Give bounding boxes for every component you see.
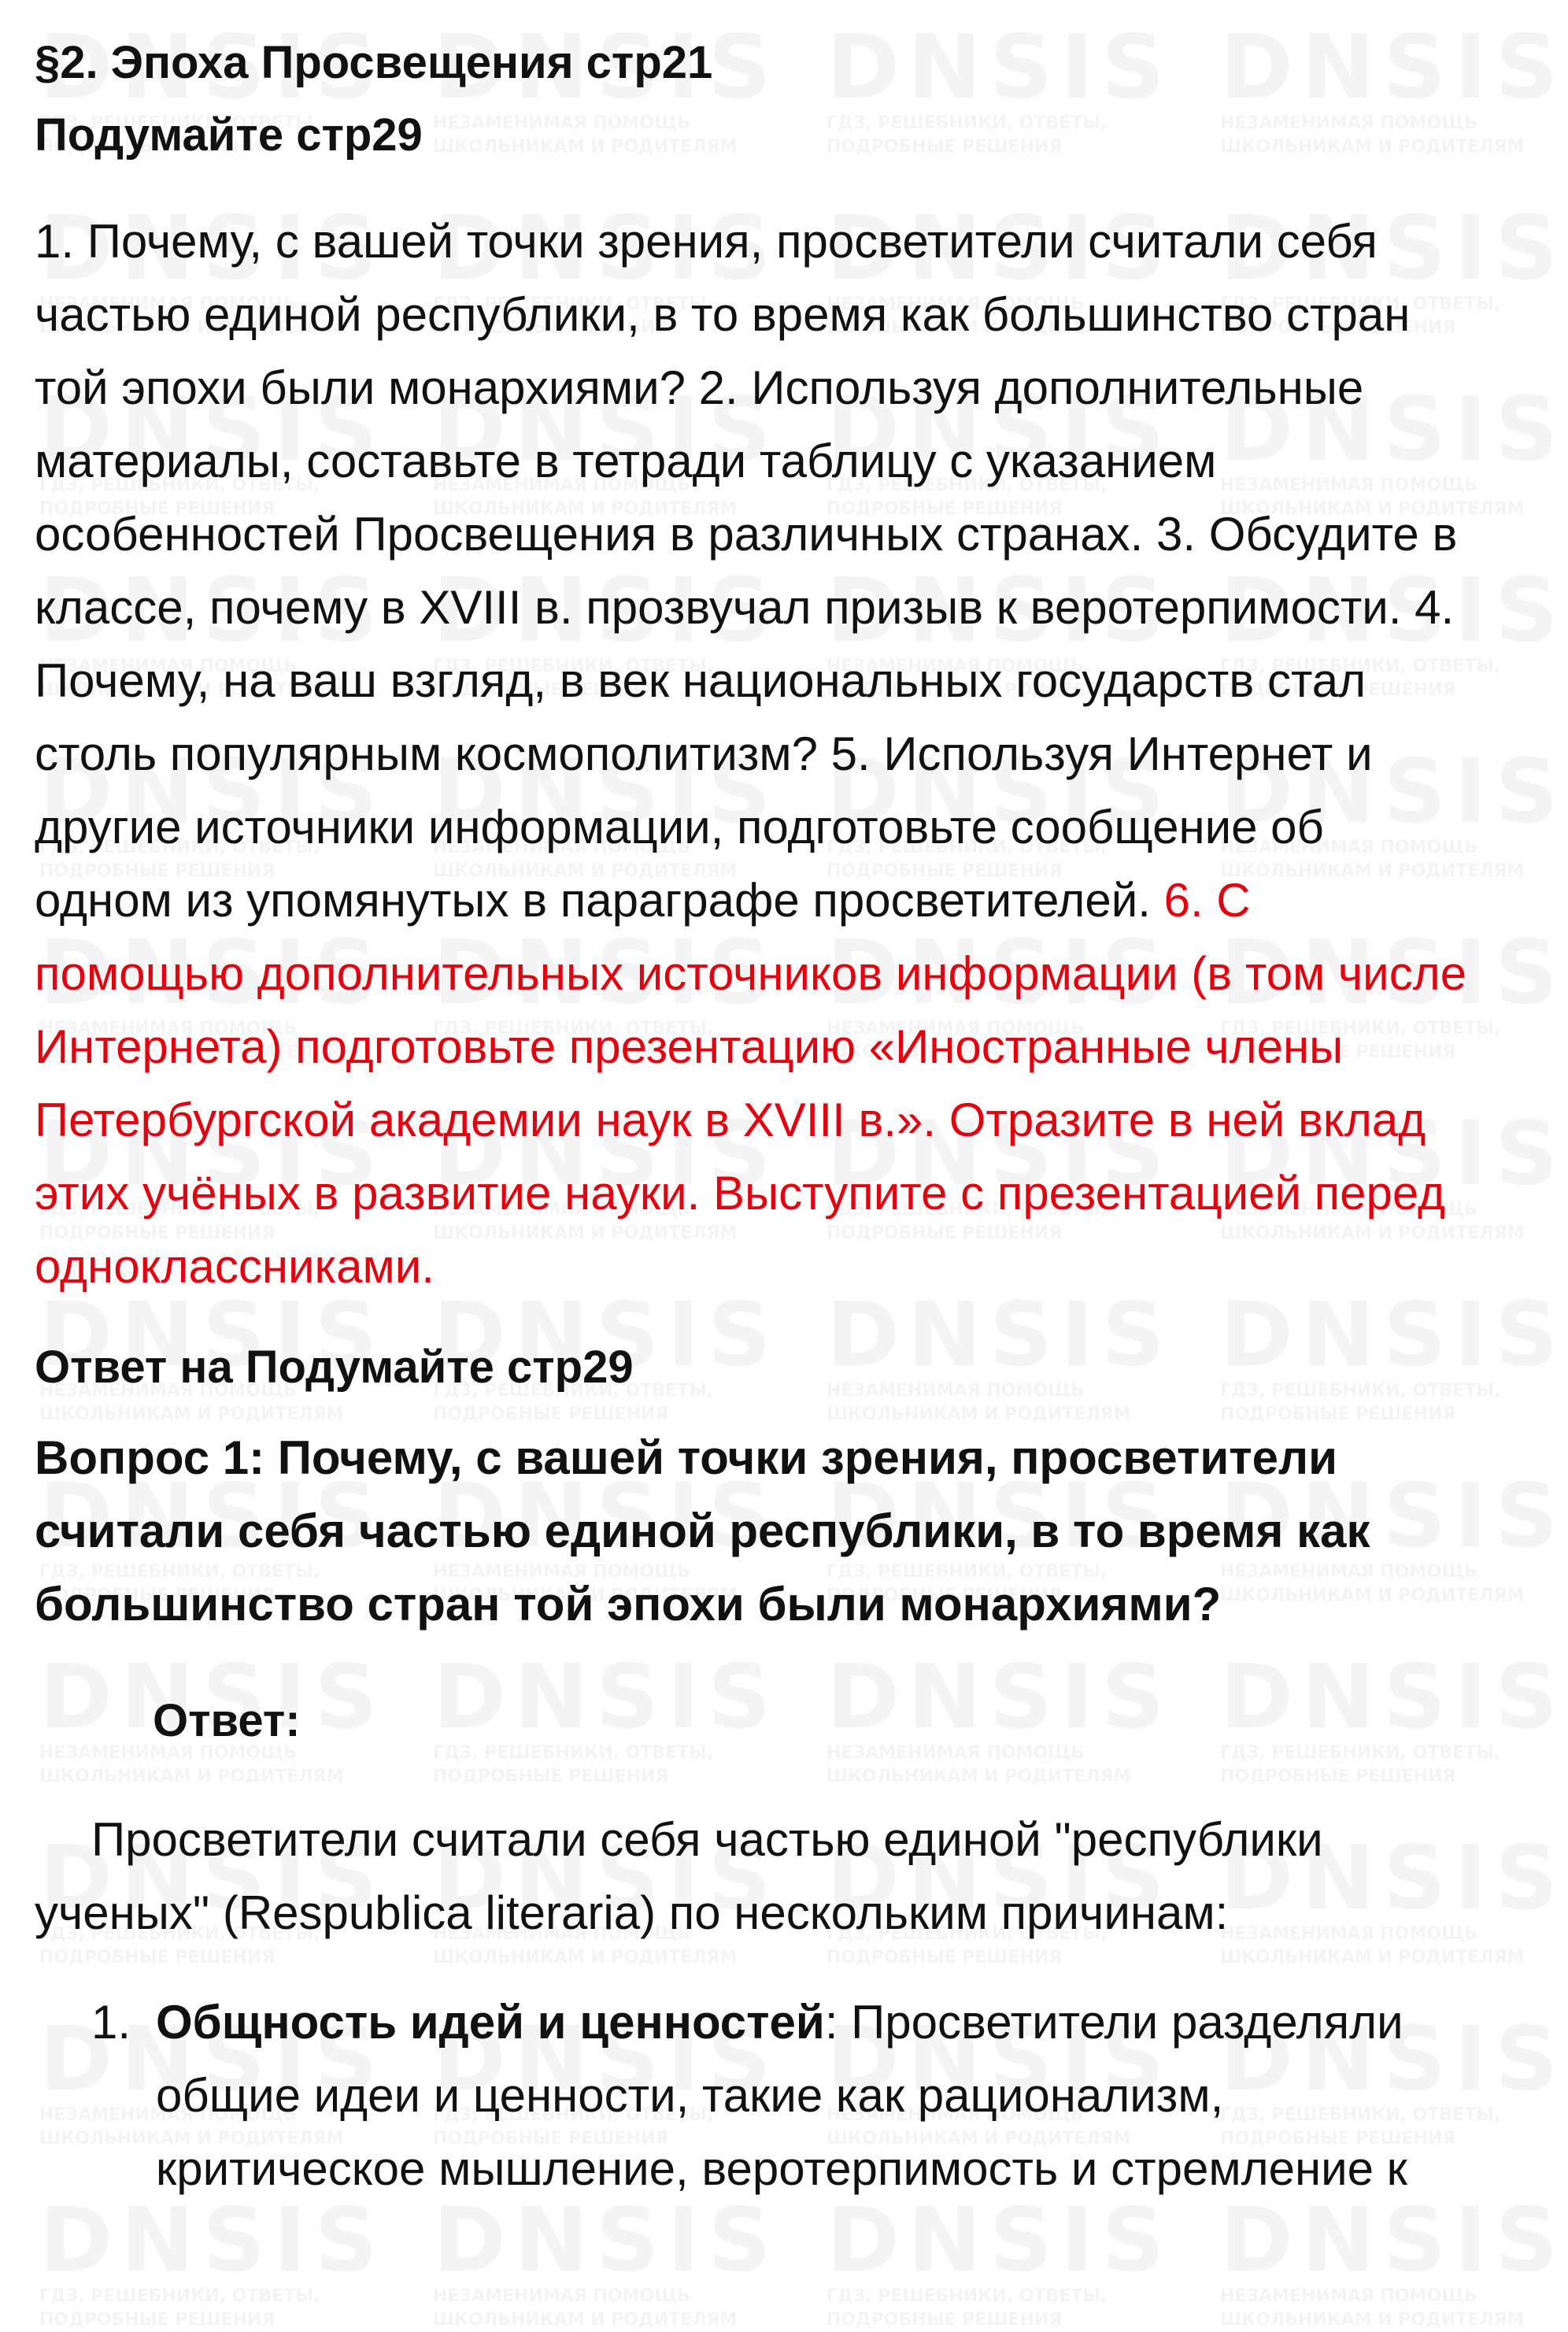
watermark-brand: [433, 2197, 803, 2285]
watermark-tagline: [433, 2285, 803, 2332]
watermark-brand: [827, 2197, 1196, 2285]
page-title: [35, 27, 1470, 172]
task-text: 1. Почему, с вашей точки зрения, просветители считали себя частью единой республики, в то время как большинство стран той эпохи были монархиями? 2. Используя дополнительные материалы, составьте в тетради таблицу с указанием особенностей Просвещения в различных странах. 3. Обсудите в классе, почему в XVIII в. прозвучал призыв к веротерпимости. 4. Почему, на ваш взгляд, в век национальных государств стал столь популярным космополитизм? 5. Используя Интернет и другие источники информации, подготовьте сообщение об одном из упомянутых в параграфе просветителей.: [35, 215, 1458, 927]
watermark-tagline: [39, 2285, 409, 2332]
watermark-tagline: [827, 2285, 1196, 2332]
watermark-tile: [39, 2197, 409, 2332]
watermark-brand: [39, 2197, 409, 2285]
answer-label: Ответ:: [153, 1695, 301, 1746]
title-subtitle: Подумайте стр29: [35, 109, 423, 161]
task-list: [35, 205, 1470, 1303]
answer-intro: Просветители считали себя частью единой "республики ученых" (Respublica literaria) по нескольким причинам:: [35, 1813, 1323, 1939]
list-item: [35, 1986, 1470, 2205]
watermark-tagline: [1220, 2285, 1568, 2332]
list-item-text: : Просветители разделяли общие идеи и ценности, такие как рационализм, критическое мышление, веротерпимость и стремление к: [156, 1996, 1407, 2195]
watermark-brand: [1220, 2197, 1568, 2285]
watermark-tile: [433, 2197, 803, 2332]
question-1: Вопрос 1: Почему, с вашей точки зрения, просветители считали себя частью единой республики, в то время как большинство стран той эпохи были монархиями?: [35, 1431, 1370, 1631]
watermark-tile: [1220, 2197, 1568, 2332]
task-highlighted: 6. С помощью дополнительных источников информации (в том числе Интернета) подготовьте презентацию «Иностранные члены Петербургской академии наук в XVIII в.». Отразите в ней вклад этих учёных в развитие науки. Выступите с презентацией перед одноклассниками.: [35, 874, 1467, 1293]
list-item-number: 1.: [91, 1996, 131, 2049]
reasons-list: [35, 1986, 1470, 2205]
title-paragraph: §2. Эпоха Просвещения стр21: [35, 37, 713, 88]
watermark-tile: [827, 2197, 1196, 2332]
list-item-term: Общность идей и ценностей: [156, 1996, 825, 2049]
answer-heading: Ответ на Подумайте стр29: [35, 1342, 634, 1393]
